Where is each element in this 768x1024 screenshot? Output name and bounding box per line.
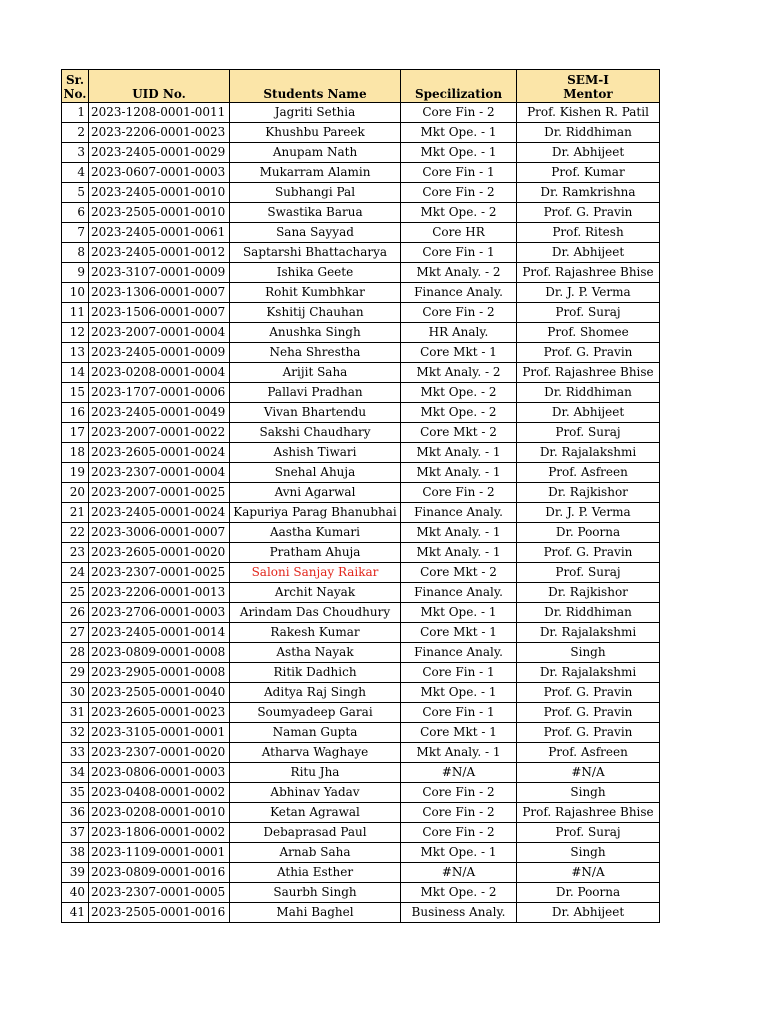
cell-sr-no: 37 — [62, 823, 89, 843]
table-row — [62, 903, 660, 923]
table-row — [62, 303, 660, 323]
cell-student-name: Ritik Dadhich — [230, 663, 401, 683]
cell-specialization: Mkt Ope. - 1 — [401, 123, 517, 143]
cell-specialization: Mkt Analy. - 1 — [401, 443, 517, 463]
cell-uid: 2023-2605-0001-0024 — [89, 443, 230, 463]
cell-mentor: Prof. G. Pravin — [517, 543, 660, 563]
cell-sr-no: 29 — [62, 663, 89, 683]
cell-student-name: Astha Nayak — [230, 643, 401, 663]
cell-mentor: Dr. Rajalakshmi — [517, 623, 660, 643]
cell-mentor: Dr. Rajkishor — [517, 583, 660, 603]
cell-sr-no: 3 — [62, 143, 89, 163]
cell-uid: 2023-3107-0001-0009 — [89, 263, 230, 283]
cell-specialization: Core Mkt - 1 — [401, 623, 517, 643]
cell-mentor: Dr. Riddhiman — [517, 123, 660, 143]
cell-sr-no: 28 — [62, 643, 89, 663]
cell-student-name: Swastika Barua — [230, 203, 401, 223]
cell-mentor: Dr. J. P. Verma — [517, 503, 660, 523]
cell-uid: 2023-2405-0001-0009 — [89, 343, 230, 363]
cell-uid: 2023-2405-0001-0010 — [89, 183, 230, 203]
cell-student-name: Rakesh Kumar — [230, 623, 401, 643]
cell-specialization: Core Mkt - 1 — [401, 723, 517, 743]
cell-uid: 2023-2405-0001-0029 — [89, 143, 230, 163]
cell-student-name: Naman Gupta — [230, 723, 401, 743]
cell-uid: 2023-1506-0001-0007 — [89, 303, 230, 323]
cell-specialization: Mkt Analy. - 1 — [401, 743, 517, 763]
cell-uid: 2023-2405-0001-0024 — [89, 503, 230, 523]
header-sr-line2: No. — [63, 87, 87, 101]
cell-mentor: Prof. G. Pravin — [517, 683, 660, 703]
cell-specialization: Core Fin - 2 — [401, 803, 517, 823]
cell-student-name: Soumyadeep Garai — [230, 703, 401, 723]
header-sr-line1: Sr. — [65, 73, 85, 87]
cell-specialization: Business Analy. — [401, 903, 517, 923]
cell-sr-no: 35 — [62, 783, 89, 803]
cell-specialization: Core HR — [401, 223, 517, 243]
cell-specialization: HR Analy. — [401, 323, 517, 343]
cell-specialization: Finance Analy. — [401, 503, 517, 523]
cell-sr-no: 25 — [62, 583, 89, 603]
cell-student-name: Anushka Singh — [230, 323, 401, 343]
cell-mentor: Dr. Poorna — [517, 523, 660, 543]
table-row — [62, 863, 660, 883]
cell-mentor: Dr. Abhijeet — [517, 403, 660, 423]
cell-student-name: Pallavi Pradhan — [230, 383, 401, 403]
table-row — [62, 783, 660, 803]
cell-mentor: Dr. Abhijeet — [517, 903, 660, 923]
cell-uid: 2023-3105-0001-0001 — [89, 723, 230, 743]
table-row — [62, 323, 660, 343]
cell-sr-no: 27 — [62, 623, 89, 643]
table-row — [62, 423, 660, 443]
cell-sr-no: 7 — [62, 223, 89, 243]
table-row — [62, 543, 660, 563]
cell-specialization: Mkt Analy. - 2 — [401, 363, 517, 383]
cell-sr-no: 40 — [62, 883, 89, 903]
table-row — [62, 243, 660, 263]
cell-sr-no: 21 — [62, 503, 89, 523]
cell-student-name: Abhinav Yadav — [230, 783, 401, 803]
cell-sr-no: 4 — [62, 163, 89, 183]
cell-specialization: Core Fin - 2 — [401, 483, 517, 503]
cell-uid: 2023-2605-0001-0020 — [89, 543, 230, 563]
cell-student-name: Khushbu Pareek — [230, 123, 401, 143]
cell-student-name: Aditya Raj Singh — [230, 683, 401, 703]
cell-student-name: Rohit Kumbhkar — [230, 283, 401, 303]
cell-student-name: Neha Shrestha — [230, 343, 401, 363]
cell-student-name: Aastha Kumari — [230, 523, 401, 543]
cell-uid: 2023-2307-0001-0004 — [89, 463, 230, 483]
cell-specialization: Mkt Analy. - 2 — [401, 263, 517, 283]
cell-uid: 2023-0208-0001-0010 — [89, 803, 230, 823]
cell-student-name: Arnab Saha — [230, 843, 401, 863]
cell-uid: 2023-1109-0001-0001 — [89, 843, 230, 863]
cell-mentor: Dr. Poorna — [517, 883, 660, 903]
cell-sr-no: 38 — [62, 843, 89, 863]
cell-specialization: Core Fin - 2 — [401, 303, 517, 323]
cell-student-name: Avni Agarwal — [230, 483, 401, 503]
cell-specialization: Mkt Ope. - 1 — [401, 843, 517, 863]
cell-student-name: Mukarram Alamin — [230, 163, 401, 183]
cell-student-name: Saloni Sanjay Raikar — [230, 563, 401, 583]
table-row — [62, 883, 660, 903]
table-row — [62, 123, 660, 143]
header-mentor-line2: Mentor — [563, 87, 613, 101]
cell-uid: 2023-2505-0001-0010 — [89, 203, 230, 223]
cell-mentor: Singh — [517, 643, 660, 663]
header-sr-no — [62, 70, 89, 103]
table-row — [62, 563, 660, 583]
cell-uid: 2023-2505-0001-0016 — [89, 903, 230, 923]
header-student-name: Students Name — [230, 70, 401, 103]
cell-specialization: Finance Analy. — [401, 283, 517, 303]
cell-uid: 2023-2206-0001-0013 — [89, 583, 230, 603]
cell-sr-no: 39 — [62, 863, 89, 883]
table-row — [62, 463, 660, 483]
table-row — [62, 843, 660, 863]
cell-mentor: Dr. J. P. Verma — [517, 283, 660, 303]
cell-student-name: Vivan Bhartendu — [230, 403, 401, 423]
table-row — [62, 683, 660, 703]
cell-specialization: Core Fin - 1 — [401, 703, 517, 723]
cell-mentor: Prof. Kishen R. Patil — [517, 103, 660, 123]
cell-specialization: Mkt Ope. - 2 — [401, 883, 517, 903]
cell-uid: 2023-2007-0001-0004 — [89, 323, 230, 343]
cell-student-name: Debaprasad Paul — [230, 823, 401, 843]
cell-student-name: Kapuriya Parag Bhanubhai — [230, 503, 401, 523]
cell-uid: 2023-3006-0001-0007 — [89, 523, 230, 543]
cell-sr-no: 16 — [62, 403, 89, 423]
cell-specialization: Mkt Ope. - 2 — [401, 403, 517, 423]
table-row — [62, 363, 660, 383]
cell-uid: 2023-2206-0001-0023 — [89, 123, 230, 143]
cell-mentor: Prof. Kumar — [517, 163, 660, 183]
cell-specialization: Core Fin - 1 — [401, 163, 517, 183]
cell-mentor: Prof. G. Pravin — [517, 343, 660, 363]
header-uid: UID No. — [89, 70, 230, 103]
cell-mentor: Prof. Suraj — [517, 423, 660, 443]
table-row — [62, 643, 660, 663]
cell-mentor: Prof. Rajashree Bhise — [517, 803, 660, 823]
cell-uid: 2023-0809-0001-0016 — [89, 863, 230, 883]
cell-mentor: Prof. Suraj — [517, 303, 660, 323]
cell-uid: 2023-2905-0001-0008 — [89, 663, 230, 683]
cell-specialization: Core Mkt - 2 — [401, 423, 517, 443]
cell-uid: 2023-2307-0001-0020 — [89, 743, 230, 763]
table-row — [62, 343, 660, 363]
table-row — [62, 183, 660, 203]
cell-specialization: Mkt Ope. - 2 — [401, 203, 517, 223]
table-row — [62, 723, 660, 743]
cell-uid: 2023-0806-0001-0003 — [89, 763, 230, 783]
table-row — [62, 383, 660, 403]
cell-student-name: Atharva Waghaye — [230, 743, 401, 763]
cell-uid: 2023-0208-0001-0004 — [89, 363, 230, 383]
cell-sr-no: 9 — [62, 263, 89, 283]
table-row — [62, 103, 660, 123]
cell-sr-no: 32 — [62, 723, 89, 743]
header-specialization: Specilization — [401, 70, 517, 103]
cell-sr-no: 34 — [62, 763, 89, 783]
cell-student-name: Archit Nayak — [230, 583, 401, 603]
cell-student-name: Sana Sayyad — [230, 223, 401, 243]
cell-specialization: Mkt Ope. - 1 — [401, 683, 517, 703]
cell-sr-no: 15 — [62, 383, 89, 403]
cell-student-name: Jagriti Sethia — [230, 103, 401, 123]
table-row — [62, 283, 660, 303]
table-row — [62, 163, 660, 183]
cell-mentor: Prof. G. Pravin — [517, 703, 660, 723]
cell-student-name: Ishika Geete — [230, 263, 401, 283]
cell-uid: 2023-0408-0001-0002 — [89, 783, 230, 803]
cell-student-name: Anupam Nath — [230, 143, 401, 163]
table-row — [62, 663, 660, 683]
table-row — [62, 483, 660, 503]
table-row — [62, 503, 660, 523]
cell-specialization: Core Fin - 2 — [401, 103, 517, 123]
cell-student-name: Saurbh Singh — [230, 883, 401, 903]
cell-specialization: Mkt Ope. - 1 — [401, 603, 517, 623]
student-mentor-table — [61, 69, 660, 923]
cell-mentor: #N/A — [517, 763, 660, 783]
cell-sr-no: 2 — [62, 123, 89, 143]
table-row — [62, 603, 660, 623]
cell-uid: 2023-2405-0001-0012 — [89, 243, 230, 263]
header-mentor — [517, 70, 660, 103]
cell-sr-no: 8 — [62, 243, 89, 263]
cell-student-name: Ashish Tiwari — [230, 443, 401, 463]
cell-mentor: Prof. Rajashree Bhise — [517, 363, 660, 383]
cell-specialization: Finance Analy. — [401, 643, 517, 663]
cell-student-name: Ritu Jha — [230, 763, 401, 783]
header-row — [62, 70, 660, 103]
cell-uid: 2023-1806-0001-0002 — [89, 823, 230, 843]
cell-student-name: Arijit Saha — [230, 363, 401, 383]
cell-mentor: Dr. Abhijeet — [517, 143, 660, 163]
cell-mentor: Prof. G. Pravin — [517, 723, 660, 743]
cell-uid: 2023-2307-0001-0005 — [89, 883, 230, 903]
cell-sr-no: 14 — [62, 363, 89, 383]
cell-specialization: Mkt Ope. - 1 — [401, 143, 517, 163]
cell-mentor: Dr. Abhijeet — [517, 243, 660, 263]
table-row — [62, 623, 660, 643]
cell-mentor: Prof. Asfreen — [517, 463, 660, 483]
cell-uid: 2023-2405-0001-0049 — [89, 403, 230, 423]
cell-mentor: Dr. Rajalakshmi — [517, 663, 660, 683]
table-row — [62, 443, 660, 463]
cell-student-name: Arindam Das Choudhury — [230, 603, 401, 623]
cell-sr-no: 36 — [62, 803, 89, 823]
cell-uid: 2023-2605-0001-0023 — [89, 703, 230, 723]
table-body — [62, 103, 660, 923]
cell-mentor: Prof. Shomee — [517, 323, 660, 343]
cell-sr-no: 6 — [62, 203, 89, 223]
cell-sr-no: 33 — [62, 743, 89, 763]
cell-mentor: Dr. Rajkishor — [517, 483, 660, 503]
cell-student-name: Kshitij Chauhan — [230, 303, 401, 323]
cell-uid: 2023-2405-0001-0061 — [89, 223, 230, 243]
table-row — [62, 703, 660, 723]
cell-specialization: Core Fin - 2 — [401, 783, 517, 803]
table-row — [62, 143, 660, 163]
cell-specialization: #N/A — [401, 863, 517, 883]
cell-sr-no: 5 — [62, 183, 89, 203]
cell-student-name: Pratham Ahuja — [230, 543, 401, 563]
cell-mentor: #N/A — [517, 863, 660, 883]
cell-student-name: Saptarshi Bhattacharya — [230, 243, 401, 263]
cell-mentor: Singh — [517, 843, 660, 863]
cell-sr-no: 11 — [62, 303, 89, 323]
cell-sr-no: 10 — [62, 283, 89, 303]
cell-specialization: Finance Analy. — [401, 583, 517, 603]
cell-uid: 2023-0809-0001-0008 — [89, 643, 230, 663]
table-row — [62, 823, 660, 843]
table-row — [62, 203, 660, 223]
cell-mentor: Prof. Asfreen — [517, 743, 660, 763]
cell-mentor: Dr. Rajalakshmi — [517, 443, 660, 463]
cell-sr-no: 13 — [62, 343, 89, 363]
cell-student-name: Snehal Ahuja — [230, 463, 401, 483]
cell-uid: 2023-1707-0001-0006 — [89, 383, 230, 403]
cell-specialization: Core Fin - 1 — [401, 243, 517, 263]
cell-sr-no: 41 — [62, 903, 89, 923]
cell-mentor: Prof. Suraj — [517, 563, 660, 583]
table-row — [62, 743, 660, 763]
cell-mentor: Dr. Ramkrishna — [517, 183, 660, 203]
table-header — [62, 70, 660, 103]
cell-sr-no: 20 — [62, 483, 89, 503]
table-row — [62, 263, 660, 283]
cell-mentor: Dr. Riddhiman — [517, 383, 660, 403]
cell-sr-no: 18 — [62, 443, 89, 463]
cell-specialization: #N/A — [401, 763, 517, 783]
table-row — [62, 763, 660, 783]
cell-specialization: Core Fin - 2 — [401, 183, 517, 203]
cell-student-name: Mahi Baghel — [230, 903, 401, 923]
cell-uid: 2023-2007-0001-0022 — [89, 423, 230, 443]
cell-specialization: Core Mkt - 2 — [401, 563, 517, 583]
cell-uid: 2023-2007-0001-0025 — [89, 483, 230, 503]
cell-specialization: Core Fin - 1 — [401, 663, 517, 683]
cell-sr-no: 30 — [62, 683, 89, 703]
cell-sr-no: 1 — [62, 103, 89, 123]
cell-student-name: Athia Esther — [230, 863, 401, 883]
header-mentor-line1: SEM-I — [567, 73, 609, 87]
cell-uid: 2023-0607-0001-0003 — [89, 163, 230, 183]
table-row — [62, 403, 660, 423]
cell-specialization: Core Mkt - 1 — [401, 343, 517, 363]
table-row — [62, 803, 660, 823]
cell-mentor: Prof. Ritesh — [517, 223, 660, 243]
cell-uid: 2023-2307-0001-0025 — [89, 563, 230, 583]
cell-sr-no: 24 — [62, 563, 89, 583]
cell-specialization: Mkt Ope. - 2 — [401, 383, 517, 403]
cell-specialization: Mkt Analy. - 1 — [401, 523, 517, 543]
cell-sr-no: 12 — [62, 323, 89, 343]
cell-sr-no: 22 — [62, 523, 89, 543]
cell-student-name: Sakshi Chaudhary — [230, 423, 401, 443]
cell-uid: 2023-2405-0001-0014 — [89, 623, 230, 643]
table-row — [62, 523, 660, 543]
cell-sr-no: 31 — [62, 703, 89, 723]
cell-sr-no: 23 — [62, 543, 89, 563]
cell-mentor: Singh — [517, 783, 660, 803]
cell-specialization: Core Fin - 2 — [401, 823, 517, 843]
cell-sr-no: 19 — [62, 463, 89, 483]
cell-mentor: Prof. G. Pravin — [517, 203, 660, 223]
cell-uid: 2023-2706-0001-0003 — [89, 603, 230, 623]
cell-sr-no: 17 — [62, 423, 89, 443]
cell-mentor: Dr. Riddhiman — [517, 603, 660, 623]
cell-sr-no: 26 — [62, 603, 89, 623]
cell-student-name: Subhangi Pal — [230, 183, 401, 203]
cell-uid: 2023-2505-0001-0040 — [89, 683, 230, 703]
cell-uid: 2023-1208-0001-0011 — [89, 103, 230, 123]
cell-uid: 2023-1306-0001-0007 — [89, 283, 230, 303]
cell-mentor: Prof. Rajashree Bhise — [517, 263, 660, 283]
cell-student-name: Ketan Agrawal — [230, 803, 401, 823]
cell-specialization: Mkt Analy. - 1 — [401, 463, 517, 483]
table-row — [62, 583, 660, 603]
table-row — [62, 223, 660, 243]
cell-specialization: Mkt Analy. - 1 — [401, 543, 517, 563]
cell-mentor: Prof. Suraj — [517, 823, 660, 843]
